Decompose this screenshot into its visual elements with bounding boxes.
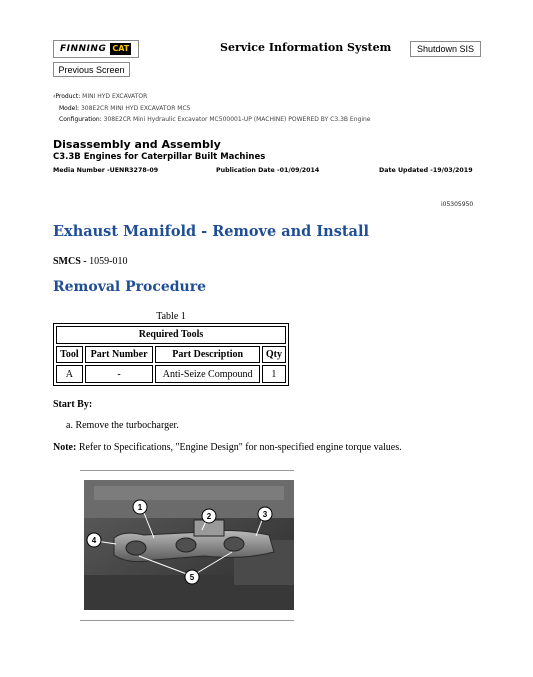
table-caption: Table 1 bbox=[156, 311, 186, 322]
cat-logo-badge: CAT bbox=[112, 44, 130, 53]
smcs-code bbox=[53, 256, 127, 267]
table-heading: Required Tools bbox=[56, 326, 286, 344]
column-header: Qty bbox=[262, 346, 286, 364]
configuration-label: Configuration: bbox=[59, 116, 102, 123]
product-label: Product: bbox=[55, 93, 81, 100]
publication-date: Publication Date -01/09/2014 bbox=[216, 167, 320, 174]
table-cell: Anti-Seize Compound bbox=[155, 365, 259, 383]
callout-2 bbox=[202, 509, 216, 523]
svg-text:3: 3 bbox=[262, 510, 268, 519]
date-updated: Date Updated -19/03/2019 bbox=[379, 167, 473, 174]
media-number: Media Number -UENR3278-09 bbox=[53, 167, 159, 174]
configuration-value: 308E2CR Mini Hydraulic Excavator MC500001-UP (MACHINE) POWERED BY C3.3B Engine bbox=[103, 116, 371, 123]
table-row bbox=[56, 365, 286, 383]
column-header: Part Number bbox=[85, 346, 154, 364]
removal-procedure-title: Removal Procedure bbox=[53, 279, 207, 295]
start-by-label: Start By: bbox=[53, 399, 93, 410]
callout-1 bbox=[133, 500, 147, 514]
note-label: Note: bbox=[53, 442, 77, 453]
model-value: 308E2CR MINI HYD EXCAVATOR MC5 bbox=[80, 105, 191, 112]
figure-top-rule bbox=[80, 470, 294, 471]
torque-note bbox=[53, 442, 402, 453]
smcs-label: SMCS - bbox=[53, 256, 90, 267]
section-title: Disassembly and Assembly bbox=[53, 138, 221, 151]
smcs-value: 1059-010 bbox=[89, 256, 128, 267]
svg-text:1: 1 bbox=[137, 503, 143, 512]
table-cell: - bbox=[85, 365, 154, 383]
required-tools-table bbox=[53, 323, 289, 386]
callout-5 bbox=[185, 570, 199, 584]
callout-3 bbox=[258, 507, 272, 521]
configuration-line bbox=[59, 116, 370, 123]
finning-logo-text: FINNING bbox=[60, 44, 107, 54]
column-header: Tool bbox=[56, 346, 83, 364]
model-line bbox=[59, 105, 191, 112]
exhaust-manifold-photo bbox=[84, 480, 294, 610]
engine-title: C3.3B Engines for Caterpillar Built Machines bbox=[53, 152, 266, 162]
table-cell: A bbox=[56, 365, 83, 383]
model-label: Model: bbox=[59, 105, 80, 112]
page-title: Exhaust Manifold - Remove and Install bbox=[53, 223, 369, 240]
figure-bottom-rule bbox=[80, 620, 294, 621]
svg-text:2: 2 bbox=[206, 512, 212, 521]
svg-text:5: 5 bbox=[189, 573, 195, 582]
table-cell: 1 bbox=[262, 365, 286, 383]
document-id: i05305950 bbox=[441, 201, 474, 208]
shutdown-sis-button[interactable]: Shutdown SIS bbox=[410, 41, 481, 57]
product-line bbox=[53, 93, 147, 100]
step-a: a. Remove the turbocharger. bbox=[66, 420, 179, 431]
finning-cat-logo bbox=[53, 40, 139, 58]
back-chevron-icon[interactable]: ‹ bbox=[53, 93, 56, 100]
callout-4 bbox=[87, 533, 101, 547]
product-value: MINI HYD EXCAVATOR bbox=[82, 93, 148, 100]
svg-text:4: 4 bbox=[91, 536, 97, 545]
system-title: Service Information System bbox=[220, 41, 392, 54]
engine-illustration bbox=[84, 480, 294, 610]
note-text: Refer to Specifications, "Engine Design" for non-specified engine torque values. bbox=[76, 442, 402, 453]
previous-screen-button[interactable]: Previous Screen bbox=[53, 62, 130, 77]
column-header: Part Description bbox=[155, 346, 259, 364]
